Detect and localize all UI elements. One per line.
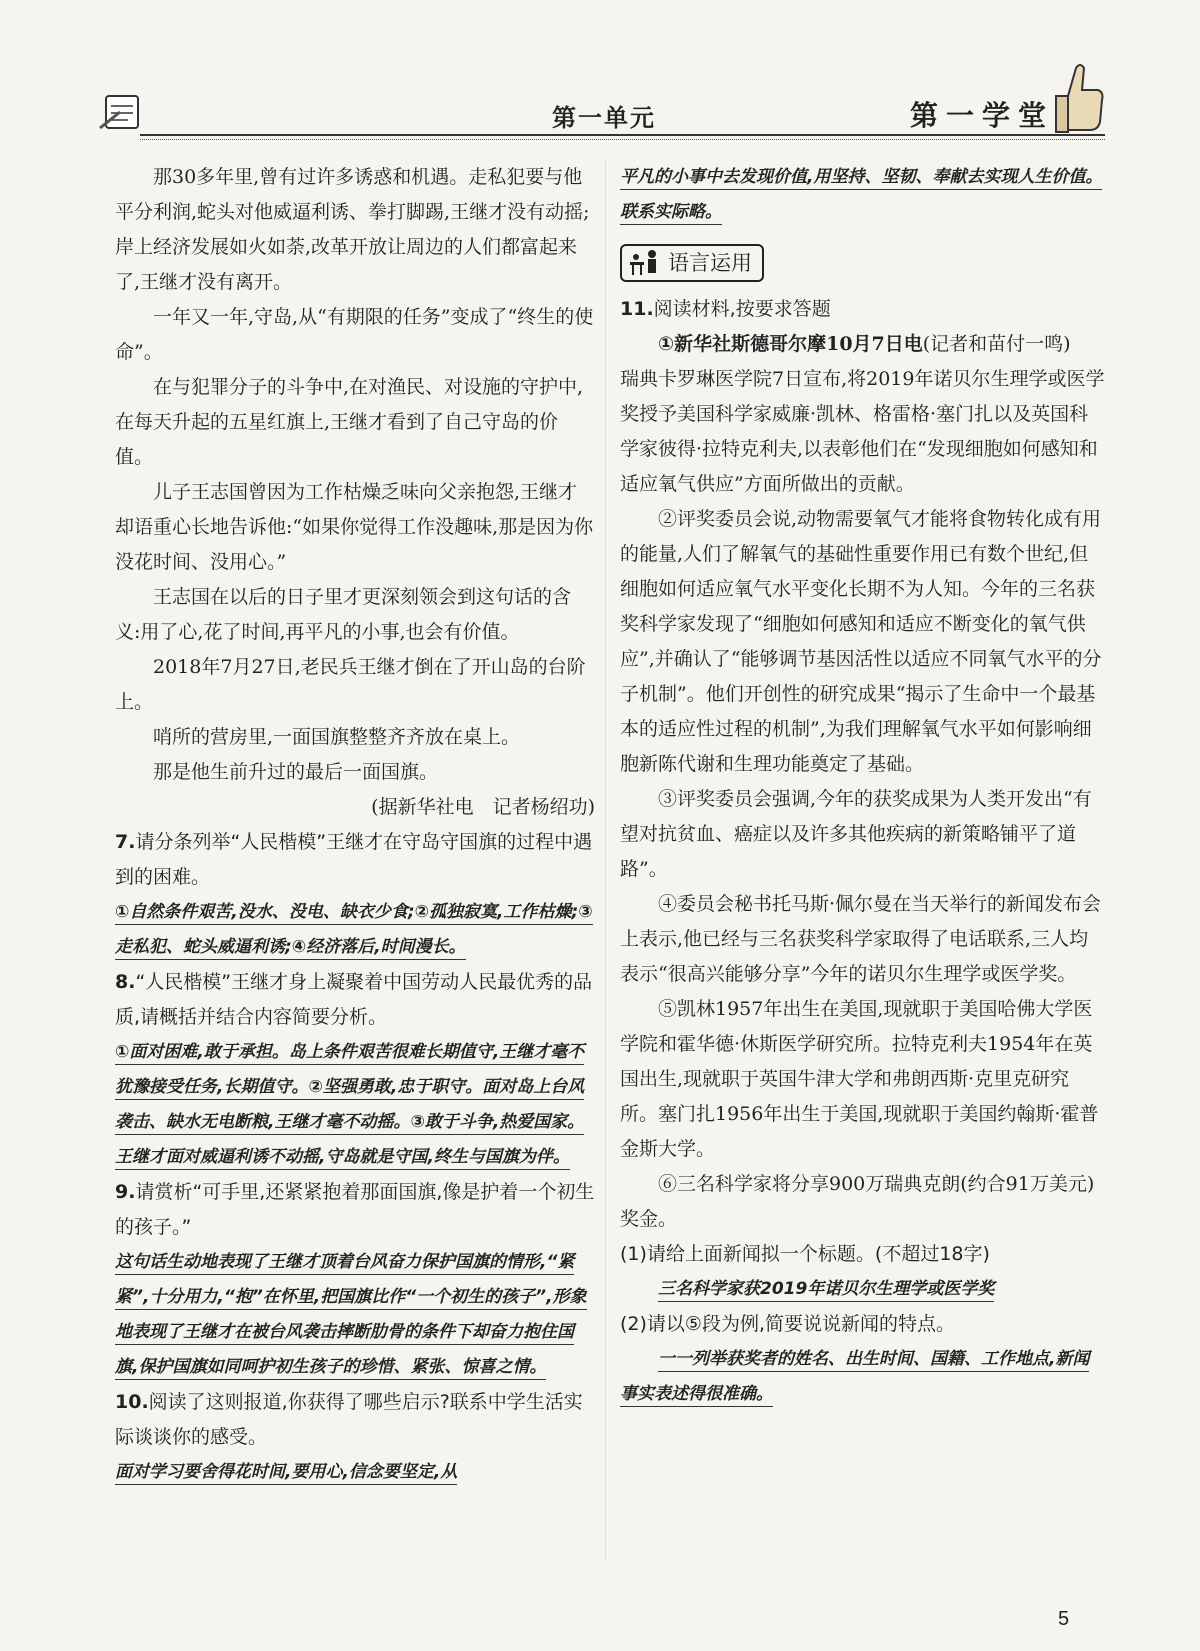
news-lead: ①新华社斯德哥尔摩 [658,333,827,355]
article-paragraph: 儿子王志国曾因为工作枯燥乏味向父亲抱怨,王继才却语重心长地告诉他:“如果你觉得工作没趣味,那是因为你没花时间、没用心。” [115,481,594,573]
article-paragraph: 一年又一年,守岛,从“有期限的任务”变成了“终生的使命”。 [115,306,594,363]
question-text: 阅读了这则报道,你获得了哪些启示?联系中学生活实际谈谈你的感受。 [115,1391,583,1448]
question-10 [115,1385,595,1455]
question-text: 阅读材料,按要求答题 [653,298,831,320]
question-text: “人民楷模”王继才身上凝聚着中国劳动人民最优秀的品质,请概括并结合内容简要分析。 [115,971,593,1028]
answer-text: 一一列举获奖者的姓名、出生时间、国籍、工作地点,新闻事实表述得很准确。 [620,1349,1089,1407]
article-paragraph: 2018年7月27日,老民兵王继才倒在了开山岛的台阶上。 [115,656,586,713]
answer-9 [115,1245,595,1385]
header-rule [140,134,1105,136]
badge-box [620,244,764,282]
thumbs-up-icon [1050,60,1110,140]
left-column [115,160,595,1490]
answer-10-continued [620,160,1106,230]
question-number: 11. [620,298,654,320]
page-number: 5 [1058,1608,1070,1630]
article-source: (据新华社电 记者杨绍功) [371,796,595,818]
sub-question-1: (1)请给上面新闻拟一个标题。(不超过18字) [620,1243,990,1265]
section-badge [620,240,1106,286]
news-paragraph-3: ③评奖委员会强调,今年的获奖成果为人类开发出“有望对抗贫血、癌症以及许多其他疾病的新策略铺平了道路”。 [620,788,1092,880]
news-paragraph-5: ⑤凯林1957年出生在美国,现就职于美国哈佛大学医学院和霍华德·休斯医学研究所。拉特克利夫1954年在英国出生,现就职于英国牛津大学和弗朗西斯·克里克研究所。塞门扎1956年出生于美国,现就职于美国约翰斯·霍普金斯大学。 [620,998,1099,1160]
question-11 [620,292,1106,327]
notepad-icon [98,92,142,132]
answer-7 [115,895,595,965]
column-divider [605,160,606,1560]
article-paragraph: 哨所的营房里,一面国旗整整齐齐放在桌上。 [153,726,521,748]
sub-answer-2 [620,1342,1106,1412]
series-title: 第一学堂 [910,99,1055,132]
question-9 [115,1175,595,1245]
answer-8 [115,1035,595,1175]
question-number: 8. [115,971,136,993]
question-text: 请分条列举“人民楷模”王继才在守岛守国旗的过程中遇到的困难。 [115,831,593,888]
article-paragraph: 那30多年里,曾有过许多诱惑和机遇。走私犯要与他平分利润,蛇头对他威逼利诱、拳打脚踢,王继才没有动摇;岸上经济发展如火如荼,改革开放让周边的人们都富起来了,王继才没有离开。 [115,166,590,293]
answer-text: ①自然条件艰苦,没水、没电、缺衣少食;②孤独寂寞,工作枯燥;③走私犯、蛇头威逼利诱;④经济落后,时间漫长。 [115,902,593,960]
question-number: 9. [115,1181,136,1203]
answer-10 [115,1455,595,1490]
answer-text: ①面对困难,敢于承担。岛上条件艰苦很难长期值守,王继才毫不犹豫接受任务,长期值守。②坚强勇敢,忠于职守。面对岛上台风袭击、缺水无电断粮,王继才毫不动摇。③敢于斗争,热爱国家。王继才面对威逼利诱不动摇,守岛就是守国,终生与国旗为伴。 [115,1042,584,1170]
answer-text: 这句话生动地表现了王继才顶着台风奋力保护国旗的情形,“紧紧”,十分用力,“抱”在怀里,把国旗比作“一个初生的孩子”,形象地表现了王继才在被台风袭击摔断肋骨的条件下却奋力抱住国旗,保护国旗如同呵护初生孩子的珍惜、紧张、惊喜之情。 [115,1252,587,1380]
badge-label: 语言运用 [668,250,752,275]
question-7 [115,825,595,895]
unit-title: 第一单元 [552,103,656,132]
article-paragraph: 在与犯罪分子的斗争中,在对渔民、对设施的守护中,在每天升起的五星红旗上,王继才看到了自己守岛的价值。 [115,376,584,468]
news-paragraph-6: ⑥三名科学家将分享900万瑞典克朗(约合91万美元)奖金。 [620,1173,1095,1230]
news-date: 10月7日电 [826,333,923,355]
news-text: (记者和苗付一鸣) 瑞典卡罗琳医学院7日宣布,将2019年诺贝尔生理学或医学奖授予美国科学家威廉·凯林、格雷格·塞门扎以及英国科学家彼得·拉特克利夫,以表彰他们在“发现细胞如何感知和适应氧气供应”方面所做出的贡献。 [620,333,1105,495]
question-text: 请赏析“可手里,还紧紧抱着那面国旗,像是护着一个初生的孩子。” [115,1181,595,1238]
teacher-icon [628,248,662,278]
header-rule-dotted [140,139,1105,140]
news-paragraph-2: ②评奖委员会说,动物需要氧气才能将食物转化成有用的能量,人们了解氧气的基础性重要作用已有数个世纪,但细胞如何适应氧气水平变化长期不为人知。今年的三名获奖科学家发现了“细胞如何感知和适应不断变化的氧气供应”,并确认了“能够调节基因活性以适应不同氧气水平的分子机制”。他们开创性的研究成果“揭示了生命中一个最基本的适应性过程的机制”,为我们理解氧气水平如何影响细胞新陈代谢和生理功能奠定了基础。 [620,508,1102,775]
news-paragraph-1 [620,327,1106,502]
right-column [620,160,1106,1412]
question-number: 7. [115,831,136,853]
question-8 [115,965,595,1035]
answer-text: 平凡的小事中去发现价值,用坚持、坚韧、奉献去实现人生价值。联系实际略。 [620,167,1102,225]
article-paragraph: 王志国在以后的日子里才更深刻领会到这句话的含义:用了心,花了时间,再平凡的小事,也会有价值。 [115,586,572,643]
answer-text: 面对学习要舍得花时间,要用心,信念要坚定,从 [115,1462,457,1485]
page-header [0,0,1200,150]
news-paragraph-4: ④委员会秘书托马斯·佩尔曼在当天举行的新闻发布会上表示,他已经与三名获奖科学家取得了电话联系,三人均表示“很高兴能够分享”今年的诺贝尔生理学或医学奖。 [620,893,1102,985]
question-number: 10. [115,1391,149,1413]
sub-answer-1 [620,1272,1106,1307]
sub-question-2: (2)请以⑤段为例,简要说说新闻的特点。 [620,1313,955,1335]
answer-text: 三名科学家获2019年诺贝尔生理学或医学奖 [658,1279,994,1302]
article-paragraph: 那是他生前升过的最后一面国旗。 [153,761,439,783]
